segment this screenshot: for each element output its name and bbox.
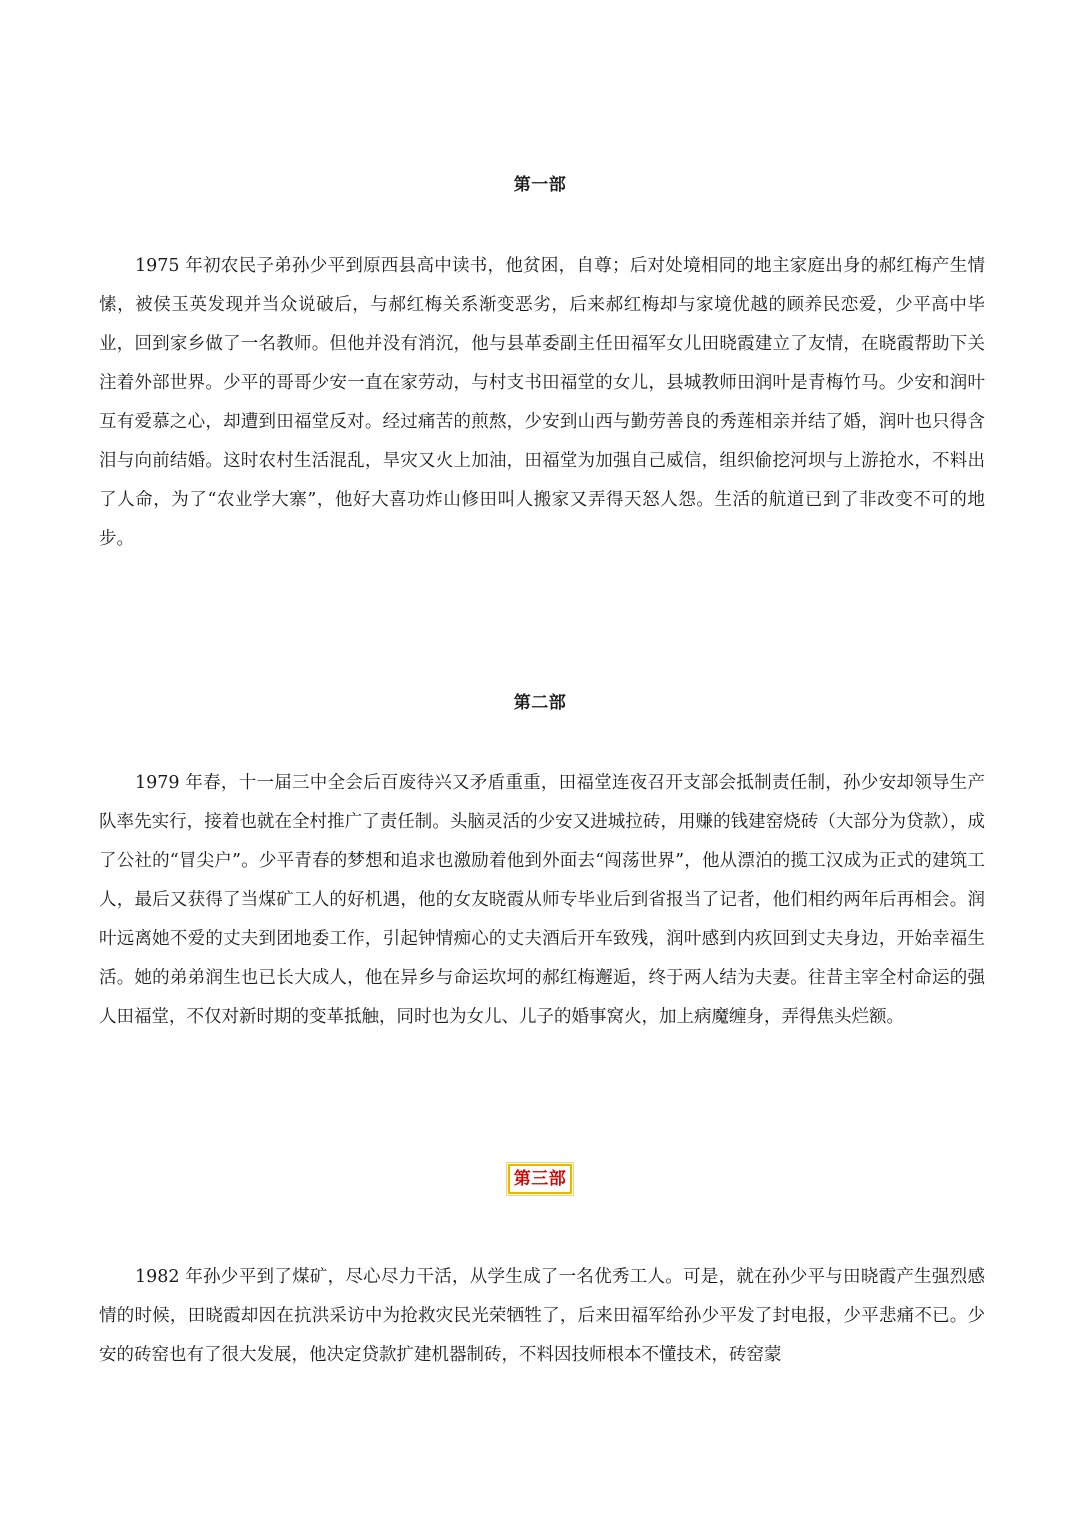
highlighted-heading-box: 第三部 [508,1164,573,1194]
section-1-paragraph: 1975 年初农民子弟孙少平到原西县高中读书，他贫困，自尊；后对处境相同的地主家庭出身的郝红梅产生情愫，被侯玉英发现并当众说破后，与郝红梅关系渐变恶劣，后来郝红梅却与家境优越的顾养民恋爱，少平高中毕业，回到家乡做了一名教师。但他并没有消沉，他与县革委副主任田福军女儿田晓霞建立了友情，在晓霞帮助下关注着外部世界。少平的哥哥少安一直在家劳动，与村支书田福堂的女儿，县城教师田润叶是青梅竹马。少安和润叶互有爱慕之心，却遭到田福堂反对。经过痛苦的煎熬，少安到山西与勤劳善良的秀莲相亲并结了婚，润叶也只得含泪与向前结婚。这时农村生活混乱，旱灾又火上加油，田福堂为加强自己威信，组织偷挖河坝与上游抢水，不料出了人命，为了“农业学大寨”，他好大喜功炸山修田叫人搬家又弄得天怒人怨。生活的航道已到了非改变不可的地步。 [99,256,985,549]
section-2-paragraph: 1979 年春，十一届三中全会后百废待兴又矛盾重重，田福堂连夜召开支部会抵制责任制，孙少安却领导生产队率先实行，接着也就在全村推广了责任制。头脑灵活的少安又进城拉砖，用赚的钱建窑烧砖（大部分为贷款），成了公社的“冒尖户”。少平青春的梦想和追求也激励着他到外面去“闯荡世界”，他从漂泊的揽工汉成为正式的建筑工人，最后又获得了当煤矿工人的好机遇，他的女友晓霞从师专毕业后到省报当了记者，他们相约两年后再相会。润叶远离她不爱的丈夫到团地委工作，引起钟情痴心的丈夫酒后开车致残，润叶感到内疚回到丈夫身边，开始幸福生活。她的弟弟润生也已长大成人，他在异乡与命运坎坷的郝红梅邂逅，终于两人结为夫妻。往昔主宰全村命运的强人田福堂，不仅对新时期的变革抵触，同时也为女儿、儿子的婚事窝火，加上病魔缠身，弄得焦头烂额。 [99,773,985,1027]
section-2-heading: 第二部 [513,693,567,713]
section-1-heading: 第一部 [513,175,567,195]
section-3-heading [0,1164,1080,1194]
section-3-paragraph: 1982 年孙少平到了煤矿，尽心尽力干活，从学生成了一名优秀工人。可是，就在孙少平与田晓霞产生强烈感情的时候，田晓霞却因在抗洪采访中为抢救灾民光荣牺牲了，后来田福军给孙少平发了封电报，少平悲痛不已。少安的砖窑也有了很大发展，他决定贷款扩建机器制砖，不料因技师根本不懂技术，砖窑蒙 [99,1267,985,1365]
